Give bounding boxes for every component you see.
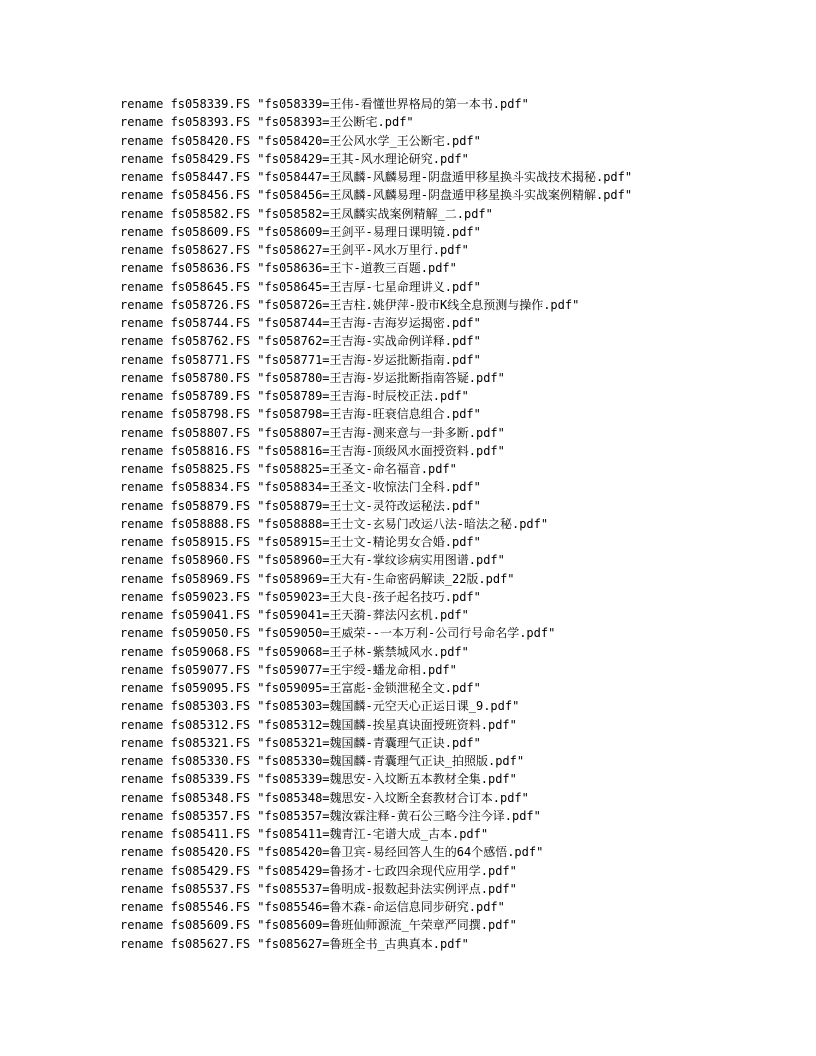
rename-command-line: rename fs085357.FS "fs085357=魏汝霖注释-黄石公三略今注今译.pdf" (120, 808, 541, 823)
rename-command-line: rename fs085303.FS "fs085303=魏国麟-元空天心正运日课_9.pdf" (120, 699, 520, 714)
rename-command-line: rename fs085627.FS "fs085627=鲁班全书_古典真本.pdf" (120, 936, 469, 951)
rename-command-line: rename fs058339.FS "fs058339=王伟-看懂世界格局的第一本书.pdf" (120, 97, 529, 111)
rename-command-line: rename fs058780.FS "fs058780=王吉海-岁运批断指南答疑.pdf" (120, 370, 505, 385)
rename-command-line: rename fs085321.FS "fs085321=魏国麟-青囊理气正诀.pdf" (120, 735, 481, 750)
rename-command-line: rename fs058807.FS "fs058807=王吉海-测来意与一卦多断.pdf" (120, 425, 505, 440)
rename-command-line: rename fs058762.FS "fs058762=王吉海-实战命例详释.pdf" (120, 334, 481, 349)
rename-command-line: rename fs058789.FS "fs058789=王吉海-时辰校正法.pdf" (120, 389, 469, 403)
rename-command-line: rename fs085330.FS "fs085330=魏国麟-青囊理气正诀_拍照版.pdf" (120, 754, 525, 768)
rename-command-line: rename fs058960.FS "fs058960=王大有-掌纹诊病实用图谱.pdf" (120, 553, 505, 568)
rename-command-line: rename fs058771.FS "fs058771=王吉海-岁运批断指南.pdf" (120, 352, 481, 367)
rename-command-line: rename fs058429.FS "fs058429=王其-风水理论研究.pdf" (120, 151, 469, 166)
rename-command-line: rename fs085537.FS "fs085537=鲁明成-报数起卦法实例评点.pdf" (120, 881, 517, 896)
rename-command-line: rename fs059041.FS "fs059041=王天漪-葬法闪玄机.pdf" (120, 608, 469, 622)
rename-command-line: rename fs058969.FS "fs058969=王大有-生命密码解读_22版.pdf" (120, 571, 515, 586)
rename-command-line: rename fs085339.FS "fs085339=魏思安-入坟断五本教材全集.pdf" (120, 772, 517, 787)
rename-command-line: rename fs058915.FS "fs058915=王士文-精论男女合婚.pdf" (120, 535, 481, 549)
rename-command-line: rename fs059050.FS "fs059050=王威荣--一本万利-公司行号命名学.pdf" (120, 626, 556, 641)
rename-command-line: rename fs059023.FS "fs059023=王大良-孩子起名技巧.pdf" (120, 589, 481, 604)
rename-command-line: rename fs058636.FS "fs058636=王卞-道教三百题.pdf" (120, 261, 457, 276)
rename-command-line: rename fs058447.FS "fs058447=王凤麟-风麟易理-阴盘遁甲移星换斗实战技术揭秘.pdf" (120, 170, 633, 184)
rename-command-line: rename fs059095.FS "fs059095=王富彪-金锁泄秘全文.pdf" (120, 681, 481, 695)
rename-command-line: rename fs058879.FS "fs058879=王士文-灵符改运秘法.pdf" (120, 498, 481, 513)
rename-command-line: rename fs085348.FS "fs085348=魏思安-入坟断全套教材合订本.pdf" (120, 790, 529, 805)
rename-command-line: rename fs058726.FS "fs058726=王吉柱.姚伊萍-股市K线全息预测与操作.pdf" (120, 297, 580, 312)
rename-command-line: rename fs058834.FS "fs058834=王圣文-收惊法门全科.pdf" (120, 480, 481, 495)
rename-command-line: rename fs058798.FS "fs058798=王吉海-旺衰信息组合.pdf" (120, 407, 481, 422)
rename-command-line: rename fs058609.FS "fs058609=王剑平-易理日课明镜.pdf" (120, 224, 481, 239)
command-list (120, 95, 800, 953)
rename-command-line: rename fs085420.FS "fs085420=鲁卫宾-易经回答人生的64个感悟.pdf" (120, 845, 544, 860)
rename-command-line: rename fs058393.FS "fs058393=王公断宅.pdf" (120, 115, 414, 130)
rename-command-line: rename fs058420.FS "fs058420=王公风水学_王公断宅.pdf" (120, 133, 481, 148)
rename-command-line: rename fs085609.FS "fs085609=鲁班仙师源流_午荣章严同撰.pdf" (120, 918, 517, 933)
rename-command-line: rename fs058645.FS "fs058645=王吉厚-七星命理讲义.pdf" (120, 279, 481, 294)
rename-command-line: rename fs058825.FS "fs058825=王圣文-命名福音.pdf" (120, 462, 457, 476)
rename-command-line: rename fs085429.FS "fs085429=鲁扬才-七政四余现代应用学.pdf" (120, 863, 517, 878)
rename-command-line: rename fs058744.FS "fs058744=王吉海-吉海岁运揭密.pdf" (120, 316, 481, 330)
rename-command-line: rename fs058816.FS "fs058816=王吉海-顶级风水面授资料.pdf" (120, 443, 505, 458)
rename-command-line: rename fs058456.FS "fs058456=王凤麟-风麟易理-阴盘遁甲移星换斗实战案例精解.pdf" (120, 188, 633, 203)
rename-command-line: rename fs058888.FS "fs058888=王士文-玄易门改运八法-暗法之秘.pdf" (120, 516, 549, 531)
rename-command-line: rename fs058582.FS "fs058582=王凤麟实战案例精解_二.pdf" (120, 206, 493, 221)
rename-command-line: rename fs058627.FS "fs058627=王剑平-风水万里行.pdf" (120, 243, 469, 257)
rename-command-line: rename fs059068.FS "fs059068=王子林-紫禁城风水.pdf" (120, 644, 469, 659)
rename-command-line: rename fs085411.FS "fs085411=魏青江-宅谱大成_古本.pdf" (120, 827, 489, 841)
rename-command-line: rename fs085546.FS "fs085546=鲁木森-命运信息同步研究.pdf" (120, 900, 505, 914)
rename-command-line: rename fs085312.FS "fs085312=魏国麟-挨星真诀面授班资料.pdf" (120, 717, 517, 732)
rename-command-line: rename fs059077.FS "fs059077=王宇绶-蟠龙命相.pdf" (120, 662, 457, 677)
